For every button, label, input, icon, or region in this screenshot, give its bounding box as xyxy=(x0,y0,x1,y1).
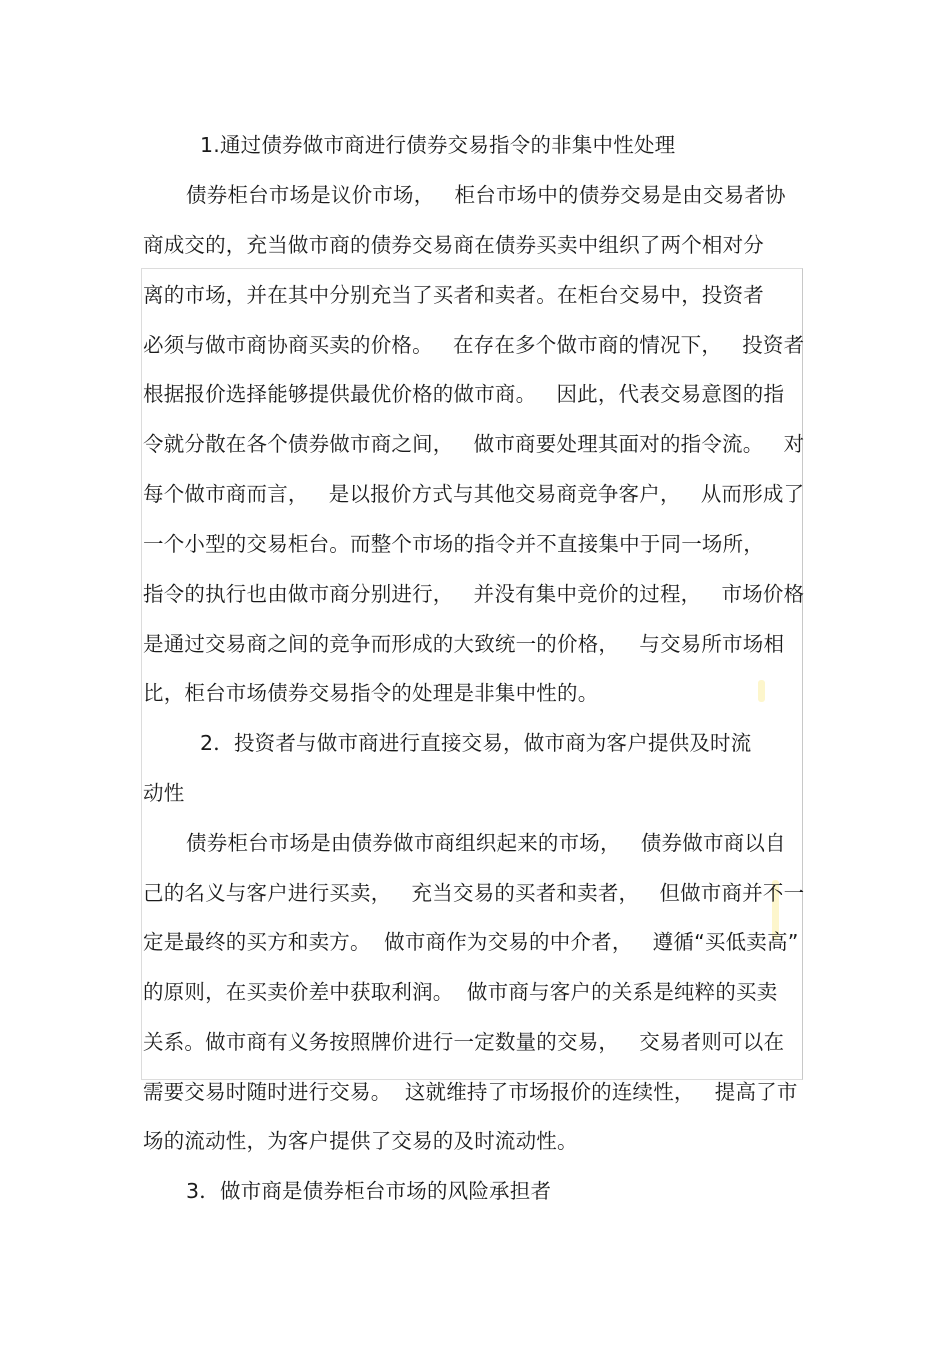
paragraph-line: 比，柜台市场债券交易指令的处理是非集中性的。 xyxy=(143,681,599,705)
paragraph-line: 离的市场，并在其中分别充当了买者和卖者。在柜台交易中，投资者 xyxy=(143,283,764,307)
heading-2-continued: 动性 xyxy=(143,781,185,805)
heading-3: 3．做市商是债券柜台市场的风险承担者 xyxy=(186,1179,552,1203)
paragraph-line: 关系。做市商有义务按照牌价进行一定数量的交易， 交易者则可以在 xyxy=(143,1030,785,1054)
paragraph-line: 场的流动性，为客户提供了交易的及时流动性。 xyxy=(143,1129,578,1153)
paragraph-line: 需要交易时随时进行交易。 这就维持了市场报价的连续性， 提高了市 xyxy=(143,1080,798,1104)
heading-2: 2．投资者与做市商进行直接交易，做市商为客户提供及时流 xyxy=(200,731,752,755)
paragraph-line: 是通过交易商之间的竞争而形成的大致统一的价格， 与交易所市场相 xyxy=(143,632,785,656)
paragraph-line: 定是最终的买方和卖方。 做市商作为交易的中介者， 遵循“买低卖高” xyxy=(143,930,799,954)
paragraph-line: 的原则，在买卖价差中获取利润。 做市商与客户的关系是纯粹的买卖 xyxy=(143,980,778,1004)
paragraph-line: 一个小型的交易柜台。而整个市场的指令并不直接集中于同一场所， xyxy=(143,532,764,556)
paragraph-line: 己的名义与客户进行买卖， 充当交易的买者和卖者， 但做市商并不一 xyxy=(143,881,805,905)
paragraph-line: 债券柜台市场是议价市场， 柜台市场中的债券交易是由交易者协 xyxy=(186,183,786,207)
paragraph-line: 指令的执行也由做市商分别进行， 并没有集中竞价的过程， 市场价格 xyxy=(143,582,805,606)
paragraph-line: 令就分散在各个债券做市商之间， 做市商要处理其面对的指令流。 对 xyxy=(143,432,805,456)
paragraph-line: 根据报价选择能够提供最优价格的做市商。 因此，代表交易意图的指 xyxy=(143,382,785,406)
paragraph-line: 每个做市商而言， 是以报价方式与其他交易商竞争客户， 从而形成了 xyxy=(143,482,805,506)
paragraph-line: 债券柜台市场是由债券做市商组织起来的市场， 债券做市商以自 xyxy=(186,831,786,855)
paragraph-line: 商成交的，充当做市商的债券交易商在债券买卖中组织了两个相对分 xyxy=(143,233,764,257)
heading-1: 1.通过债券做市商进行债券交易指令的非集中性处理 xyxy=(200,133,676,157)
highlight-mark xyxy=(758,680,765,702)
paragraph-line: 必须与做市商协商买卖的价格。 在存在多个做市商的情况下， 投资者 xyxy=(143,333,805,357)
